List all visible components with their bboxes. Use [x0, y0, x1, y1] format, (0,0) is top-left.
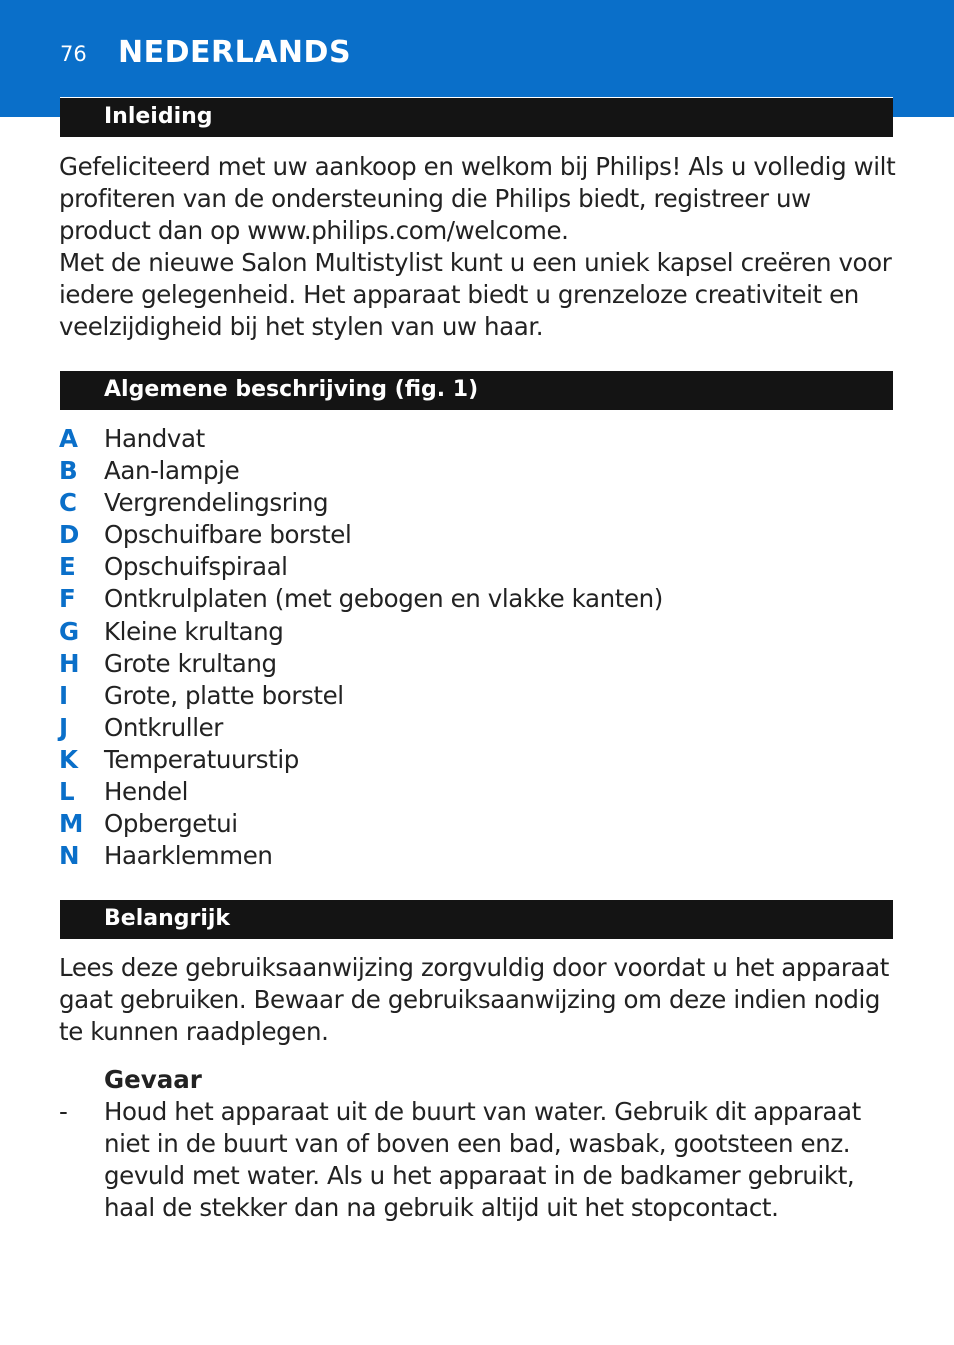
item-label: Handvat [104, 424, 205, 453]
list-item [59, 616, 663, 648]
item-letter: G [59, 616, 79, 646]
list-item [59, 455, 663, 487]
item-letter: N [59, 841, 80, 871]
item-label: Opbergetui [104, 809, 238, 839]
danger-heading: Gevaar [104, 1065, 202, 1094]
item-letter: I [59, 680, 68, 710]
item-letter: L [59, 777, 75, 807]
list-item [59, 744, 663, 776]
section-title: Inleiding [104, 104, 213, 129]
item-label: Temperatuurstip [104, 744, 299, 774]
language-title: NEDERLANDS [118, 35, 352, 70]
list-item [59, 583, 663, 615]
item-label: Grote krultang [104, 648, 277, 678]
list-item [59, 423, 663, 455]
danger-text: Houd het apparaat uit de buurt van water. Gebruik dit apparaat niet in de buurt van of boven een bad, wasbak, gootsteen enz. gevuld met water. Als u het apparaat in de badkamer gebruikt, haal de stekker dan na gebruik altijd uit het stopcontact. [104, 1097, 861, 1222]
item-label: Opschuifbare borstel [104, 520, 352, 550]
bullet-marker: - [59, 1097, 68, 1126]
parts-list [59, 423, 663, 872]
item-label: Hendel [104, 777, 189, 807]
item-letter: B [59, 456, 78, 486]
list-item [59, 648, 663, 680]
page-number: 76 [60, 42, 87, 66]
item-letter: K [59, 744, 78, 774]
intro-paragraph: Met de nieuwe Salon Multistylist kunt u een uniek kapsel creëren voor iedere gelegenheid. Het apparaat biedt u grenzeloze creativiteit en veelzijdigheid bij het stylen van uw haar. [59, 248, 892, 341]
item-letter: H [59, 648, 80, 678]
list-item [59, 840, 663, 872]
section-heading-important [60, 899, 893, 939]
list-item [59, 551, 663, 583]
item-letter: J [59, 712, 68, 742]
important-text [59, 952, 899, 1048]
item-letter: D [59, 520, 79, 550]
intro-text [59, 151, 899, 343]
list-item [59, 808, 663, 840]
list-item [59, 487, 663, 519]
item-letter: E [59, 552, 76, 582]
item-label: Grote, platte borstel [104, 680, 344, 710]
item-letter: C [59, 488, 77, 518]
item-label: Haarklemmen [104, 841, 273, 871]
item-label: Ontkruller [104, 712, 223, 742]
item-label: Vergrendelingsring [104, 488, 329, 518]
section-heading-description [60, 370, 893, 410]
intro-paragraph: Gefeliciteerd met uw aankoop en welkom bij Philips! Als u volledig wilt profiteren van de ondersteuning die Philips biedt, registreer uw product dan op www.philips.com/welcome. [59, 152, 896, 245]
item-label: Kleine krultang [104, 616, 284, 646]
list-item [59, 680, 663, 712]
section-title: Algemene beschrijving (fig. 1) [104, 377, 479, 402]
list-item [59, 712, 663, 744]
item-letter: F [59, 584, 76, 614]
section-title: Belangrijk [104, 906, 231, 931]
important-paragraph: Lees deze gebruiksaanwijzing zorgvuldig door voordat u het apparaat gaat gebruiken. Bewaar de gebruiksaanwijzing om deze indien nodig te kunnen raadplegen. [59, 953, 889, 1046]
list-item [59, 519, 663, 551]
item-label: Ontkrulplaten (met gebogen en vlakke kanten) [104, 584, 663, 614]
item-label: Aan-lampje [104, 456, 240, 486]
item-letter: A [59, 424, 78, 453]
item-letter: M [59, 809, 83, 839]
section-heading-intro [60, 97, 893, 137]
list-item [59, 776, 663, 808]
item-label: Opschuifspiraal [104, 552, 288, 582]
